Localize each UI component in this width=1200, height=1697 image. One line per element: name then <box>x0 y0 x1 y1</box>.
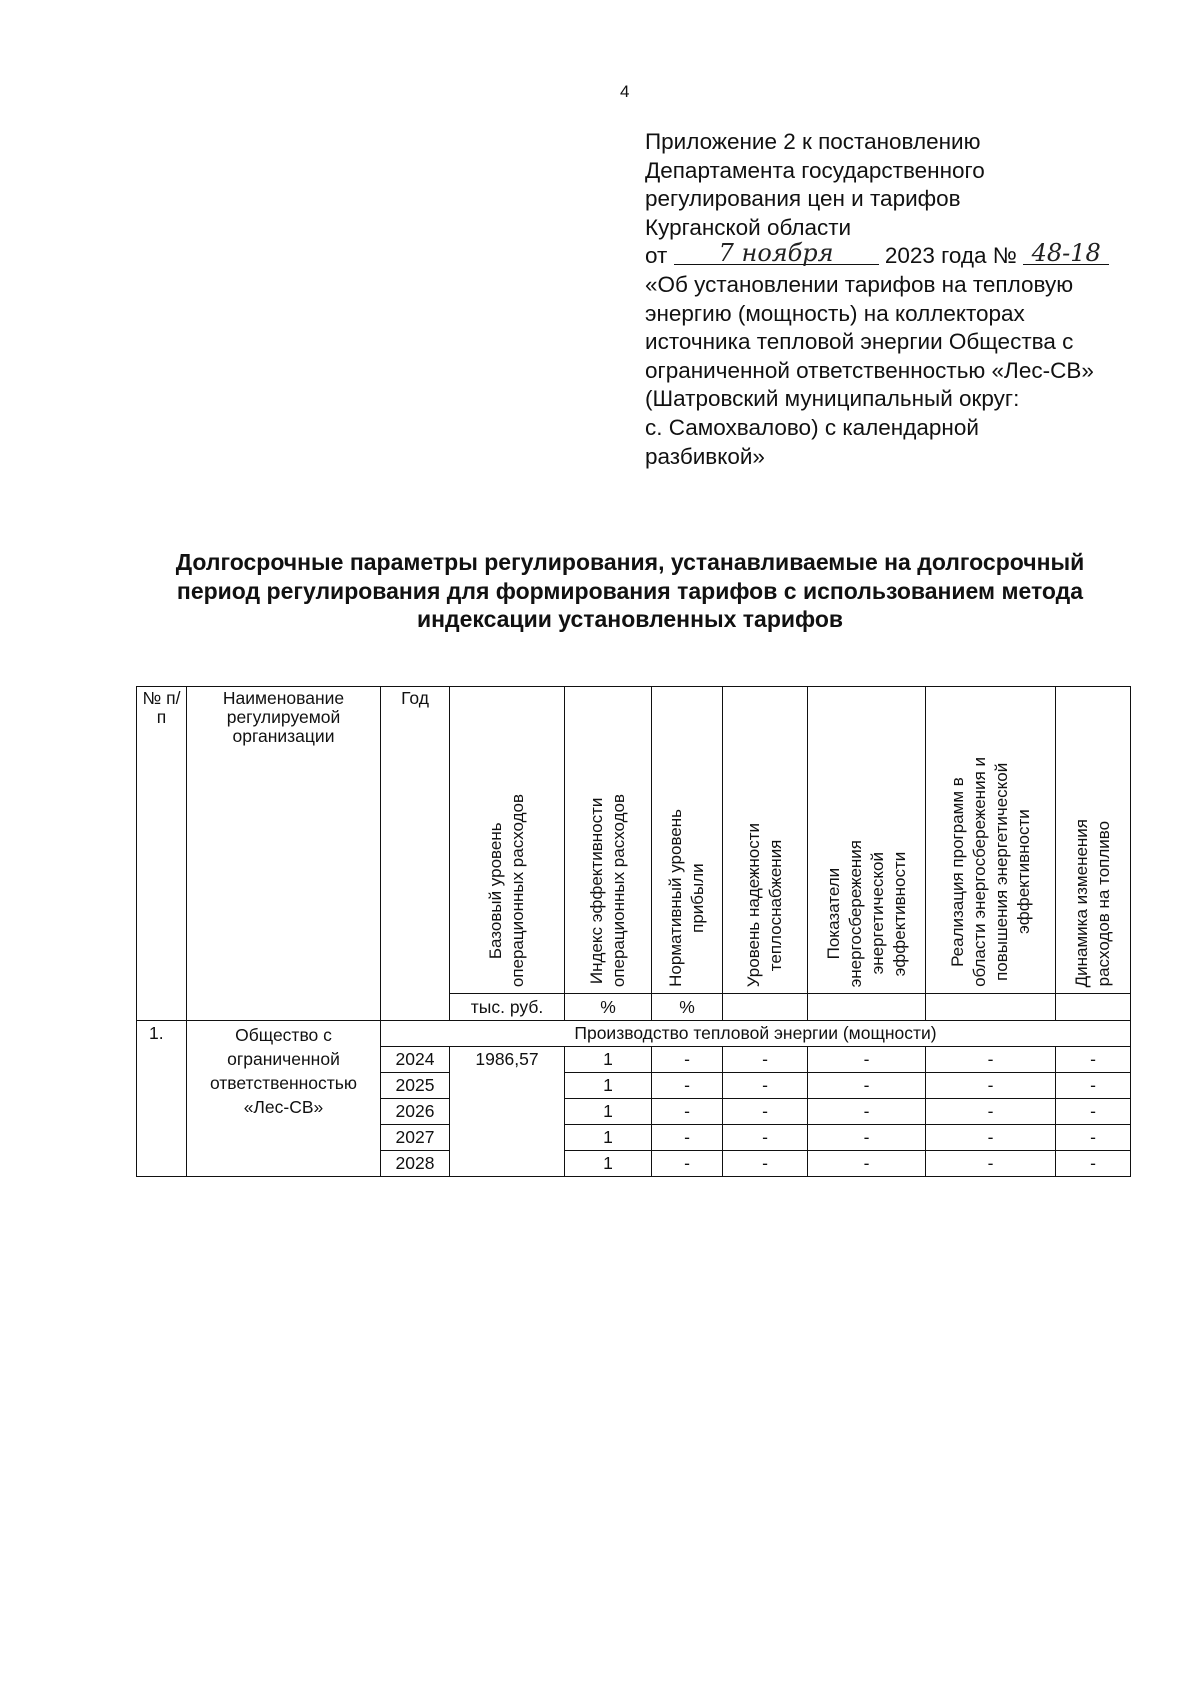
year-text: 2023 года № <box>884 243 1017 269</box>
title-line: Долгосрочные параметры регулирования, устанавливаемые на долгосрочный <box>175 549 1085 575</box>
index-cell: 1 <box>565 1125 652 1151</box>
header-normative-profit: Нормативный уровень прибыли <box>652 687 723 994</box>
appendix-line: регулирования цен и тарифов <box>645 186 961 212</box>
appendix-line: с. Самохвалово) с календарной <box>645 414 979 440</box>
index-cell: 1 <box>565 1047 652 1073</box>
header-reliability: Уровень надежности теплоснабжения <box>723 687 808 994</box>
energy-cell: - <box>808 1151 926 1177</box>
index-cell: 1 <box>565 1073 652 1099</box>
appendix-line: (Шатровский муниципальный округ: <box>645 386 1020 412</box>
appendix-line: Приложение 2 к постановлению <box>645 129 981 154</box>
programs-cell: - <box>926 1099 1056 1125</box>
year-cell: 2027 <box>381 1125 450 1151</box>
year-cell: 2024 <box>381 1047 450 1073</box>
energy-cell: - <box>808 1073 926 1099</box>
unit-base: тыс. руб. <box>450 994 565 1021</box>
energy-cell: - <box>808 1099 926 1125</box>
fuel-cell: - <box>1056 1073 1131 1099</box>
header-efficiency-index: Индекс эффективности операционных расходов <box>565 687 652 994</box>
reliability-cell: - <box>723 1125 808 1151</box>
unit-index: % <box>565 994 652 1021</box>
header-programs: Реализация программ в области энергосбережения и повышения энергетической эффективности <box>926 687 1056 994</box>
appendix-line: энергию (мощность) на коллекторах <box>645 300 1025 326</box>
fuel-cell: - <box>1056 1125 1131 1151</box>
profit-cell: - <box>652 1151 723 1177</box>
unit-empty <box>808 994 926 1021</box>
title-line: индексации установленных тарифов <box>416 606 844 632</box>
table-header-row <box>137 687 1131 994</box>
profit-cell: - <box>652 1099 723 1125</box>
index-cell: 1 <box>565 1151 652 1177</box>
appendix-header <box>645 128 1145 471</box>
programs-cell: - <box>926 1047 1056 1073</box>
unit-empty <box>723 994 808 1021</box>
base-opex-value: 1986,57 <box>450 1047 565 1177</box>
header-org: Наименование регулируемой организации <box>187 687 381 1021</box>
section-row <box>137 1021 1131 1047</box>
reliability-cell: - <box>723 1047 808 1073</box>
appendix-line: разбивкой» <box>645 443 765 469</box>
unit-profit: % <box>652 994 723 1021</box>
year-cell: 2026 <box>381 1099 450 1125</box>
header-energy-saving: Показатели энергосбережения энергетической эффективности <box>808 687 926 994</box>
index-cell: 1 <box>565 1099 652 1125</box>
fuel-cell: - <box>1056 1099 1131 1125</box>
profit-cell: - <box>652 1047 723 1073</box>
organization-name: Общество с ограниченной ответственностью «Лес-СВ» <box>187 1021 381 1177</box>
year-cell: 2028 <box>381 1151 450 1177</box>
header-base-opex: Базовый уровень операционных расходов <box>450 687 565 994</box>
energy-cell: - <box>808 1047 926 1073</box>
row-number: 1. <box>137 1021 187 1177</box>
appendix-line: источника тепловой энергии Общества с <box>645 329 1074 355</box>
profit-cell: - <box>652 1073 723 1099</box>
programs-cell: - <box>926 1073 1056 1099</box>
header-num: № п/п <box>137 687 187 1021</box>
header-year: Год <box>381 687 450 1021</box>
year-cell: 2025 <box>381 1073 450 1099</box>
appendix-line: Департамента государственного <box>645 157 985 183</box>
reliability-cell: - <box>723 1073 808 1099</box>
section-label: Производство тепловой энергии (мощности) <box>381 1021 1131 1047</box>
fuel-cell: - <box>1056 1047 1131 1073</box>
reliability-cell: - <box>723 1151 808 1177</box>
appendix-line: Курганской области <box>645 214 852 240</box>
appendix-date-line <box>645 239 1145 271</box>
unit-empty <box>926 994 1056 1021</box>
fuel-cell: - <box>1056 1151 1131 1177</box>
document-title <box>135 548 1125 634</box>
header-fuel-dynamics: Динамика изменения расходов на топливо <box>1056 687 1131 994</box>
handwritten-date: 7 ноября <box>674 242 879 265</box>
unit-empty <box>1056 994 1131 1021</box>
profit-cell: - <box>652 1125 723 1151</box>
appendix-line: ограниченной ответственностью «Лес-СВ» <box>645 357 1094 383</box>
date-prefix: от <box>645 243 668 269</box>
title-line: период регулирования для формирования тарифов с использованием метода <box>176 577 1084 604</box>
appendix-line: «Об установлении тарифов на тепловую <box>645 271 1074 297</box>
parameters-table <box>136 686 1131 1177</box>
page-number: 4 <box>620 82 630 101</box>
reliability-cell: - <box>723 1099 808 1125</box>
programs-cell: - <box>926 1125 1056 1151</box>
programs-cell: - <box>926 1151 1056 1177</box>
handwritten-number: 48-18 <box>1023 242 1109 265</box>
energy-cell: - <box>808 1125 926 1151</box>
